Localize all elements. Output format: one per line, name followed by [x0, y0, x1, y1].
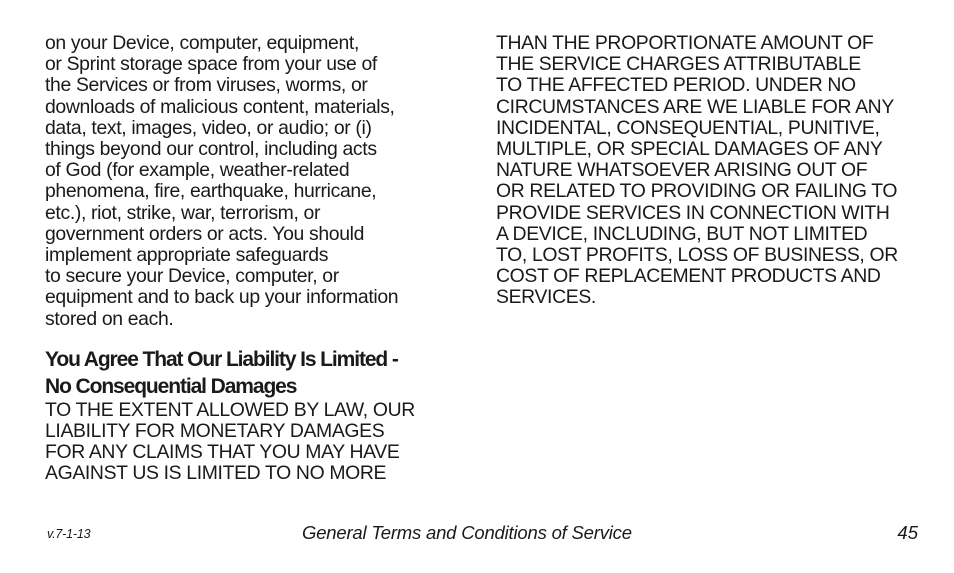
heading-line: You Agree That Our Liability Is Limited - — [45, 347, 398, 371]
text-line: LIABILITY FOR MONETARY DAMAGES — [45, 420, 385, 443]
right-paragraph-1 — [496, 33, 921, 309]
text-line: AGAINST US IS LIMITED TO NO MORE — [45, 462, 387, 485]
left-column — [45, 33, 470, 485]
text-line: COST OF REPLACEMENT PRODUCTS AND — [496, 265, 881, 288]
text-line: data, text, images, video, or audio; or (i) — [45, 116, 372, 139]
text-line: of God (for example, weather-related — [45, 159, 350, 182]
version-label: v.7-1-13 — [47, 527, 91, 541]
section-heading — [45, 346, 470, 400]
text-line: CIRCUMSTANCES ARE WE LIABLE FOR ANY — [496, 95, 894, 118]
text-line: things beyond our control, including acts — [45, 138, 377, 161]
text-line: MULTIPLE, OR SPECIAL DAMAGES OF ANY — [496, 138, 883, 161]
text-line: NATURE WHATSOEVER ARISING OUT OF — [496, 159, 868, 182]
text-line: or Sprint storage space from your use of — [45, 53, 377, 76]
text-line: TO THE AFFECTED PERIOD. UNDER NO — [496, 74, 856, 97]
text-line: A DEVICE, INCLUDING, BUT NOT LIMITED — [496, 222, 868, 245]
page-number: 45 — [897, 522, 918, 543]
page-footer — [0, 521, 954, 545]
text-line: equipment and to back up your information — [45, 286, 399, 309]
text-line: etc.), riot, strike, war, terrorism, or — [45, 201, 321, 224]
document-title: General Terms and Conditions of Service — [302, 522, 632, 543]
text-line: downloads of malicious content, materials, — [45, 95, 395, 118]
text-line: INCIDENTAL, CONSEQUENTIAL, PUNITIVE, — [496, 116, 880, 139]
text-line: on your Device, computer, equipment, — [45, 32, 359, 54]
text-line: PROVIDE SERVICES IN CONNECTION WITH — [496, 201, 890, 224]
text-line: stored on each. — [45, 307, 174, 330]
text-line: THAN THE PROPORTIONATE AMOUNT OF — [496, 32, 874, 54]
left-paragraph-1 — [45, 33, 470, 330]
text-line: the Services or from viruses, worms, or — [45, 74, 368, 97]
text-line: THE SERVICE CHARGES ATTRIBUTABLE — [496, 53, 861, 76]
left-paragraph-2 — [45, 400, 470, 485]
text-line: phenomena, fire, earthquake, hurricane, — [45, 180, 377, 203]
text-line: government orders or acts. You should — [45, 222, 365, 245]
text-line: OR RELATED TO PROVIDING OR FAILING TO — [496, 180, 898, 203]
text-line: TO THE EXTENT ALLOWED BY LAW, OUR — [45, 398, 415, 421]
text-line: to secure your Device, computer, or — [45, 265, 339, 288]
text-line: FOR ANY CLAIMS THAT YOU MAY HAVE — [45, 441, 400, 464]
heading-line: No Consequential Damages — [45, 374, 297, 398]
right-column — [496, 33, 921, 309]
text-line: SERVICES. — [496, 286, 596, 309]
text-line: TO, LOST PROFITS, LOSS OF BUSINESS, OR — [496, 244, 898, 267]
text-line: implement appropriate safeguards — [45, 244, 329, 267]
